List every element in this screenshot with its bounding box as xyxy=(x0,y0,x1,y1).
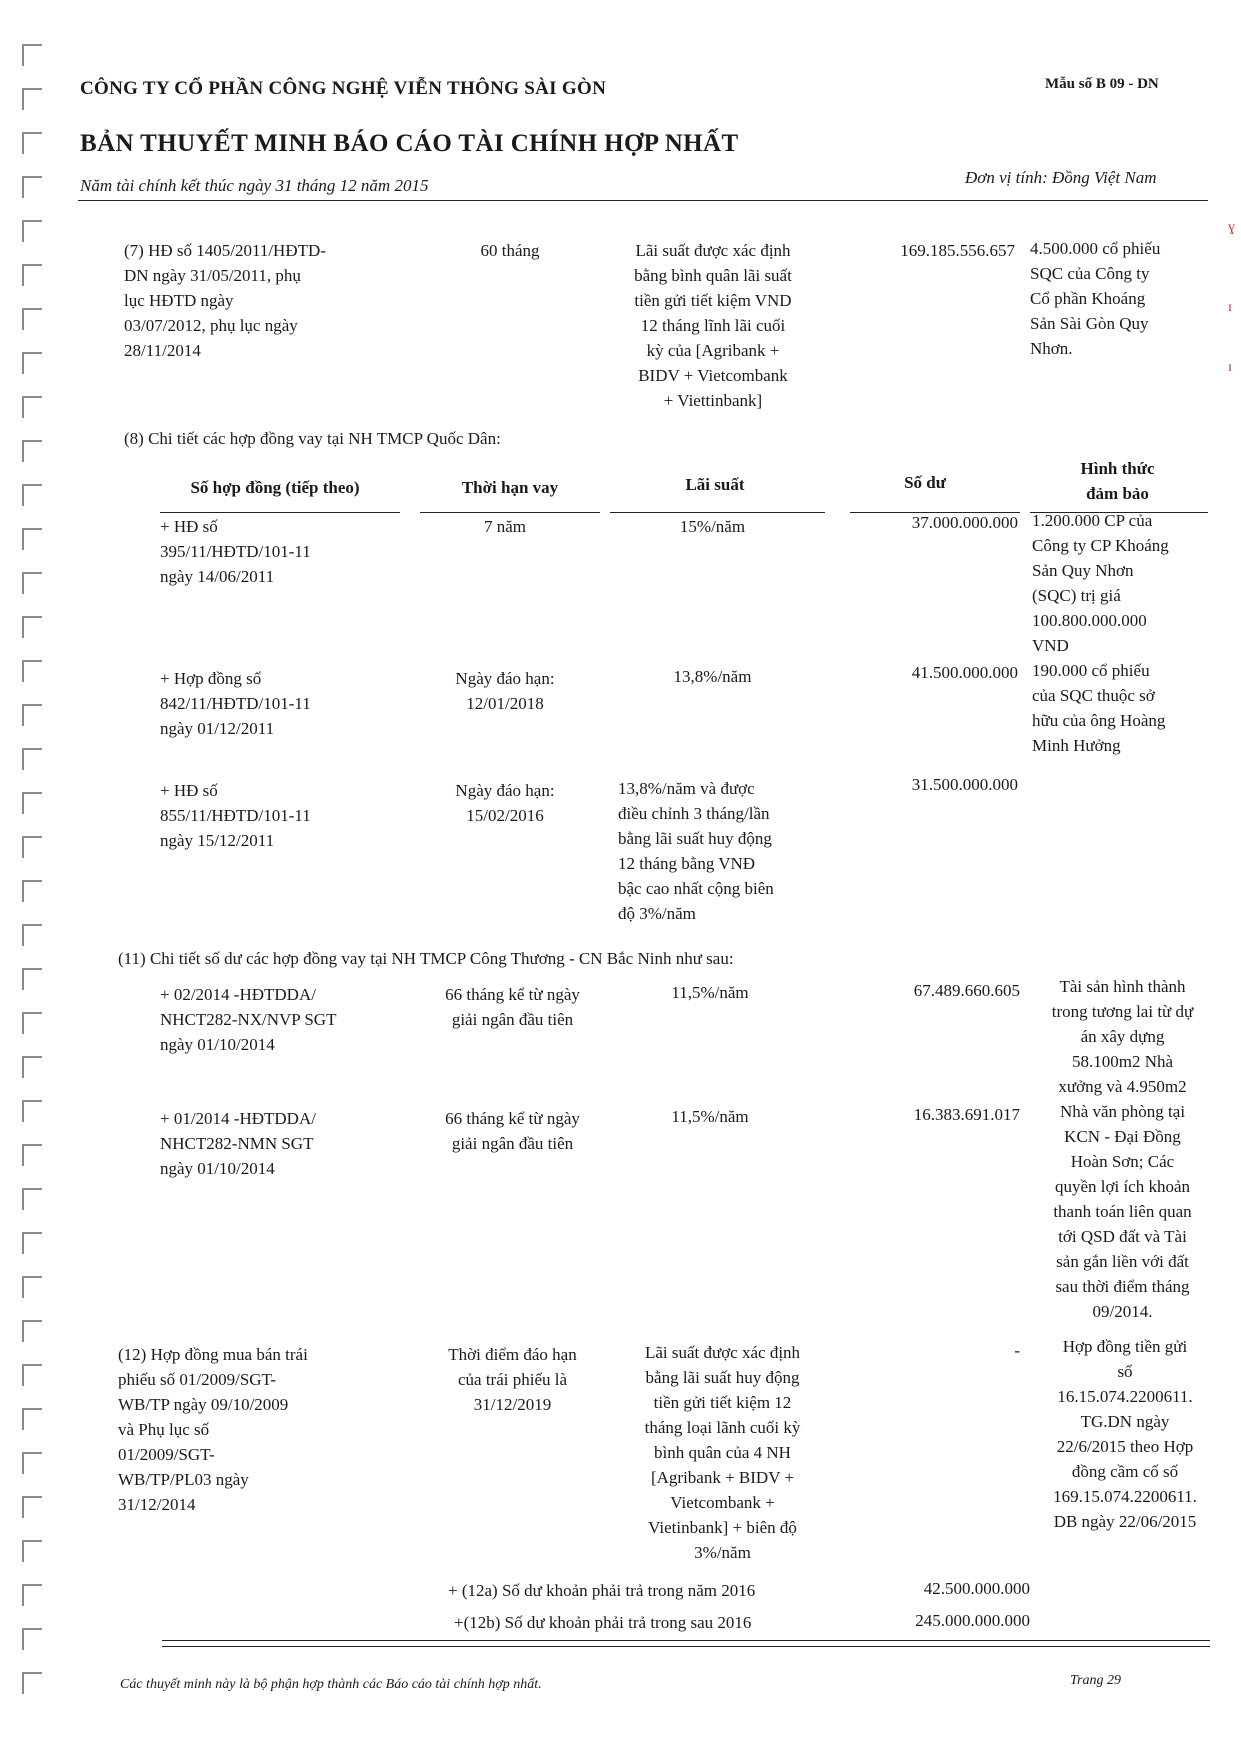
table-end-rule xyxy=(162,1640,1210,1641)
item11-row1-balance: 67.489.660.605 xyxy=(913,981,1020,1000)
footer-note: Các thuyết minh này là bộ phận hợp thành các Báo cáo tài chính hợp nhất. xyxy=(120,1677,542,1692)
column-header-balance: Số dư xyxy=(904,473,946,492)
item8-row2-contract: + Hợp đồng số 842/11/HĐTD/101-11 ngày 01/12/2011 xyxy=(160,669,311,738)
item8-row2-term: Ngày đáo hạn: 12/01/2018 xyxy=(455,669,555,713)
reporting-period: Năm tài chính kết thúc ngày 31 tháng 12 năm 2015 xyxy=(80,176,429,195)
item12-balance: - xyxy=(1014,1341,1020,1360)
item8-row1-rate: 15%/năm xyxy=(679,517,746,536)
item11-heading: (11) Chi tiết số dư các hợp đồng vay tại NH TMCP Công Thương - CN Bắc Ninh như sau: xyxy=(118,949,734,968)
item12b-label: +(12b) Số dư khoản phải trả trong sau 2016 xyxy=(454,1613,752,1632)
item8-row2-collateral: 190.000 cổ phiếu của SQC thuộc sở hữu của ông Hoàng Minh Hưởng xyxy=(1032,661,1166,755)
item7-rate: Lãi suất được xác định bằng bình quân lãi suất tiền gửi tiết kiệm VND 12 tháng lĩnh lãi cuối kỳ của [Agribank + BIDV + Vietcombank + Viettinbank] xyxy=(634,241,792,410)
item8-row3-balance: 31.500.000.000 xyxy=(911,775,1018,794)
header-underline xyxy=(610,512,825,513)
item12b-value: 245.000.000.000 xyxy=(915,1611,1030,1630)
item8-row2-balance: 41.500.000.000 xyxy=(911,663,1018,682)
item7-collateral: 4.500.000 cổ phiếu SQC của Công ty Cổ phần Khoáng Sản Sài Gòn Quy Nhơn. xyxy=(1030,239,1161,358)
item8-row1-collateral: 1.200.000 CP của Công ty CP Khoáng Sản Quy Nhơn (SQC) trị giá 100.800.000.000 VND xyxy=(1032,511,1169,655)
column-header-rate: Lãi suất xyxy=(685,475,745,494)
column-header-collateral: Hình thức đảm bảo xyxy=(1080,459,1155,503)
column-header-term: Thời hạn vay xyxy=(461,478,559,497)
item11-row2-rate: 11,5%/năm xyxy=(671,1107,749,1126)
document-title: BẢN THUYẾT MINH BÁO CÁO TÀI CHÍNH HỢP NHẤT xyxy=(80,130,739,157)
stamp-edge-mark: ɪ xyxy=(1228,300,1232,315)
item11-row2-balance: 16.383.691.017 xyxy=(913,1105,1020,1124)
item11-row2-term: 66 tháng kể từ ngày giải ngân đầu tiên xyxy=(445,1109,580,1153)
item7-balance: 169.185.556.657 xyxy=(900,241,1015,260)
item12-rate: Lãi suất được xác định bằng lãi suất huy động tiền gửi tiết kiệm 12 tháng loại lãnh cuối kỳ bình quân của 4 NH [Agribank + BIDV + Vietcombank + Vietinbank] + biên độ 3%/năm xyxy=(644,1343,801,1562)
item8-row3-term: Ngày đáo hạn: 15/02/2016 xyxy=(455,781,555,825)
item12a-label: + (12a) Số dư khoản phải trả trong năm 2016 xyxy=(448,1581,756,1600)
item11-collateral: Tài sản hình thành trong tương lai từ dự án xây dựng 58.100m2 Nhà xưởng và 4.950m2 Nhà văn phòng tại KCN - Đại Đồng Hoàn Sơn; Các quyền lợi ích khoản thanh toán liên quan tới QSD đất và Tài sản gắn liền với đất sau thời điểm tháng 09/2014. xyxy=(1051,977,1194,1321)
item8-heading: (8) Chi tiết các hợp đồng vay tại NH TMCP Quốc Dân: xyxy=(124,429,501,448)
item8-row1-contract: + HĐ số 395/11/HĐTD/101-11 ngày 14/06/2011 xyxy=(160,517,311,586)
table-end-rule xyxy=(162,1646,1210,1647)
header-rule xyxy=(78,200,1208,201)
item11-row1-rate: 11,5%/năm xyxy=(671,983,749,1002)
item7-term: 60 tháng xyxy=(480,241,540,260)
item11-row1-term: 66 tháng kể từ ngày giải ngân đầu tiên xyxy=(445,985,580,1029)
item12-term: Thời điểm đáo hạn của trái phiếu là 31/12/2019 xyxy=(448,1345,577,1414)
item11-row2-contract: + 01/2014 -HĐTDDA/ NHCT282-NMN SGT ngày 01/10/2014 xyxy=(160,1109,316,1178)
header-underline xyxy=(160,512,400,513)
item11-row1-contract: + 02/2014 -HĐTDDA/ NHCT282-NX/NVP SGT ngày 01/10/2014 xyxy=(160,985,337,1054)
item8-row2-rate: 13,8%/năm xyxy=(673,667,752,686)
item8-row3-contract: + HĐ số 855/11/HĐTD/101-11 ngày 15/12/2011 xyxy=(160,781,311,850)
binder-holes xyxy=(14,36,54,1726)
header-underline xyxy=(420,512,600,513)
company-name: CÔNG TY CỔ PHẦN CÔNG NGHỆ VIỄN THÔNG SÀI GÒN xyxy=(80,78,607,99)
currency-unit: Đơn vị tính: Đồng Việt Nam xyxy=(965,168,1157,187)
item8-row1-balance: 37.000.000.000 xyxy=(911,513,1018,532)
column-header-contract: Số hợp đồng (tiếp theo) xyxy=(190,478,360,497)
item8-row1-term: 7 năm xyxy=(483,517,527,536)
stamp-edge-mark: ɣ xyxy=(1228,220,1235,235)
item12a-value: 42.500.000.000 xyxy=(923,1579,1030,1598)
page-number: Trang 29 xyxy=(1070,1673,1121,1688)
form-number: Mẫu số B 09 - DN xyxy=(1045,76,1159,92)
item7-contract: (7) HĐ số 1405/2011/HĐTD- DN ngày 31/05/2011, phụ lục HĐTD ngày 03/07/2012, phụ lục ngày 28/11/2014 xyxy=(124,241,326,360)
stamp-edge-mark: ɪ xyxy=(1228,360,1232,375)
item12-contract: (12) Hợp đồng mua bán trái phiếu số 01/2009/SGT- WB/TP ngày 09/10/2009 và Phụ lục số 01/2009/SGT- WB/TP/PL03 ngày 31/12/2014 xyxy=(118,1345,308,1514)
item12-collateral: Hợp đồng tiền gửi số 16.15.074.2200611. TG.DN ngày 22/6/2015 theo Hợp đồng cầm cố số 169.15.074.2200611. DB ngày 22/06/2015 xyxy=(1053,1337,1197,1531)
item8-row3-rate: 13,8%/năm và được điều chỉnh 3 tháng/lần bằng lãi suất huy động 12 tháng bằng VNĐ bậc cao nhất cộng biên độ 3%/năm xyxy=(618,779,774,923)
